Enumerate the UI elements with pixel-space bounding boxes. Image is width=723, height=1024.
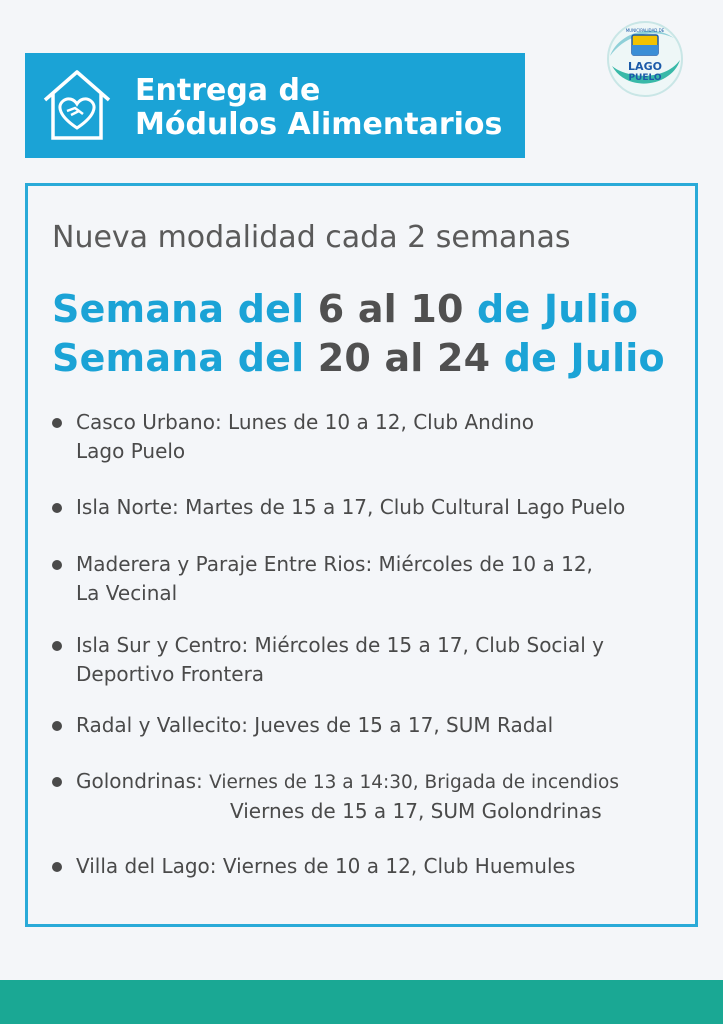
bullet-icon — [52, 418, 62, 428]
page-title — [135, 74, 502, 142]
bullet-icon — [52, 503, 62, 513]
title-line-1: Entrega de — [135, 73, 321, 108]
item-line-1: Radal y Vallecito: Jueves de 15 a 17, SUM Radal — [76, 713, 554, 737]
item-line-1: Isla Norte: Martes de 15 a 17, Club Cultural Lago Puelo — [76, 495, 626, 519]
house-handshake-icon — [37, 64, 117, 144]
item-label: Golondrinas: — [76, 769, 203, 793]
bullet-icon — [52, 777, 62, 787]
logo-text-lago: LAGO — [628, 60, 662, 73]
item-line-2: Lago Puelo — [76, 439, 186, 463]
logo-text-puelo: PUELO — [628, 73, 662, 83]
bullet-icon — [52, 641, 62, 651]
title-line-2: Módulos Alimentarios — [135, 107, 503, 142]
week-2-suffix: de Julio — [503, 336, 665, 380]
item-line-1: Maderera y Paraje Entre Rios: Miércoles de 10 a 12, — [76, 552, 593, 576]
subtitle: Nueva modalidad cada 2 semanas — [52, 220, 571, 255]
item-line-1: Isla Sur y Centro: Miércoles de 15 a 17, Club Social y — [76, 633, 604, 657]
bullet-icon — [52, 721, 62, 731]
week-1-suffix: de Julio — [477, 287, 639, 331]
bullet-icon — [52, 560, 62, 570]
footer-bar — [0, 980, 723, 1024]
bullet-icon — [52, 862, 62, 872]
week-2 — [52, 336, 665, 380]
item-line-2: Viernes de 15 a 17, SUM Golondrinas — [230, 799, 602, 823]
week-1-prefix: Semana del — [52, 287, 305, 331]
schedule-panel — [25, 183, 698, 927]
item-line-1: Casco Urbano: Lunes de 10 a 12, Club Andino — [76, 410, 534, 434]
logo-text-top: MUNICIPALIDAD DE — [625, 28, 665, 33]
header-banner — [25, 53, 525, 158]
item-line-1: Villa del Lago: Viernes de 10 a 12, Club Huemules — [76, 854, 576, 878]
week-2-prefix: Semana del — [52, 336, 305, 380]
item-line-2: La Vecinal — [76, 581, 178, 605]
item-line-2: Deportivo Frontera — [76, 662, 265, 686]
lago-puelo-logo — [606, 20, 684, 98]
week-2-dates: 20 al 24 — [317, 336, 491, 380]
week-1-dates: 6 al 10 — [317, 287, 464, 331]
week-1 — [52, 287, 638, 331]
item-line-1: Viernes de 13 a 14:30, Brigada de incendios — [209, 772, 620, 793]
